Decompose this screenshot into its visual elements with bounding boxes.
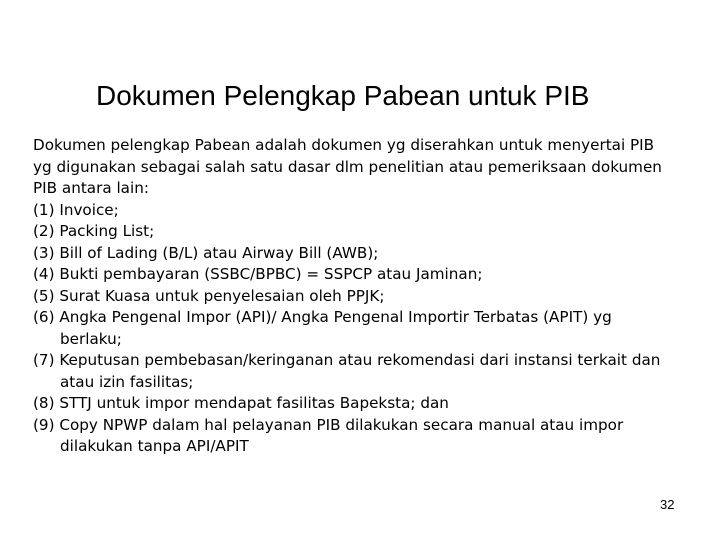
intro-line: Dokumen pelengkap Pabean adalah dokumen yg diserahkan untuk menyertai PIB (33, 136, 655, 154)
list-item (33, 264, 703, 286)
list-item (33, 286, 703, 308)
list-item-text: (6) Angka Pengenal Impor (API)/ Angka Pengenal Importir Terbatas (APIT) yg (33, 308, 612, 326)
list-item-text: (5) Surat Kuasa untuk penyelesaian oleh PPJK; (33, 286, 385, 305)
list-item-text: (7) Keputusan pembebasan/keringanan atau rekomendasi dari instansi terkait dan (33, 351, 661, 369)
list-item-continuation: dilakukan tanpa API/APIT (60, 437, 249, 455)
list-item (33, 415, 703, 458)
list-item-text: (1) Invoice; (33, 200, 119, 219)
list-item-continuation: atau izin fasilitas; (60, 372, 194, 391)
intro-line: PIB antara lain: (33, 179, 149, 197)
intro-line: yg digunakan sebagai salah satu dasar dlm penelitian atau pemeriksaan dokumen (33, 157, 662, 176)
slide-body (33, 135, 703, 458)
slide-title: Dokumen Pelengkap Pabean untuk PIB (96, 80, 590, 111)
intro-paragraph (33, 135, 703, 200)
page-number: 32 (660, 497, 675, 512)
list-item (33, 307, 703, 350)
list-item-text: (2) Packing List; (33, 222, 155, 240)
list-item-text: (8) STTJ untuk impor mendapat fasilitas Bapeksta; dan (33, 394, 449, 412)
list-item (33, 200, 703, 222)
list-item-text: (3) Bill of Lading (B/L) atau Airway Bill (AWB); (33, 243, 379, 262)
list-item (33, 243, 703, 265)
list-item (33, 350, 703, 393)
list-item-continuation: berlaku; (60, 329, 122, 348)
list-item-text: (9) Copy NPWP dalam hal pelayanan PIB dilakukan secara manual atau impor (33, 415, 624, 434)
list-item (33, 221, 703, 243)
list-item (33, 393, 703, 415)
list-item-text: (4) Bukti pembayaran (SSBC/BPBC) = SSPCP atau Jaminan; (33, 265, 483, 283)
